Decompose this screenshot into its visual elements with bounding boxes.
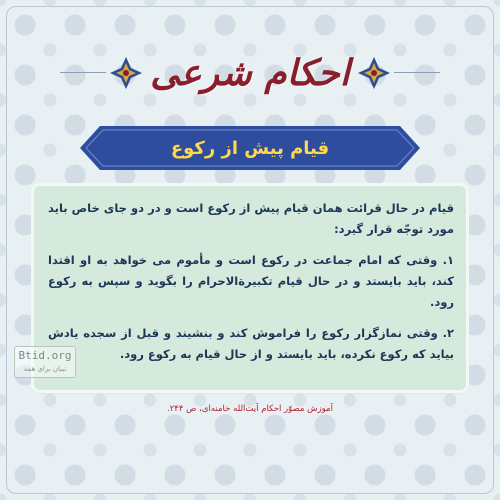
topic-banner: [80, 126, 420, 170]
ruling-intro: قیام در حال قرائت همان قیام پیش از رکوع است و در دو جای خاص باید مورد توجّه قرار گیرد:: [48, 201, 454, 236]
page-title: [150, 38, 350, 108]
site-watermark-subtitle: تبیان برای همه: [23, 365, 67, 373]
ruling-item-2: ۲. وقتی نمازگزار رکوع را فراموش کند و بنشیند و قبل از سجده یادش بیاید که رکوع نکرده، باید بایستد و از حال قیام به رکوع رود.: [48, 326, 454, 361]
topic-banner-title: قیام پیش از رکوع: [170, 137, 330, 159]
ruling-item-1: ۱. وقتی که امام جماعت در رکوع است و مأموم می خواهد به او اقتدا کند، باید بایستد و در حال قیام تکبیرةالاحرام را بگوید و سپس به رکوع رود.: [48, 253, 454, 309]
ornament-line-right: [394, 72, 440, 73]
ornament-line-left: [60, 72, 106, 73]
ornament-left-icon: [108, 55, 144, 91]
ruling-text: [48, 198, 454, 380]
ruling-content-box: [34, 186, 466, 390]
source-citation: آموزش مصوّر احکام آیت‌الله خامنه‌ای، ص ۲۴۴.: [167, 404, 333, 414]
site-watermark: [14, 346, 76, 378]
page-title-text: احکام شرعی: [150, 52, 350, 94]
site-watermark-name: Btid.org: [18, 349, 72, 362]
ornament-right-icon: [356, 55, 392, 91]
